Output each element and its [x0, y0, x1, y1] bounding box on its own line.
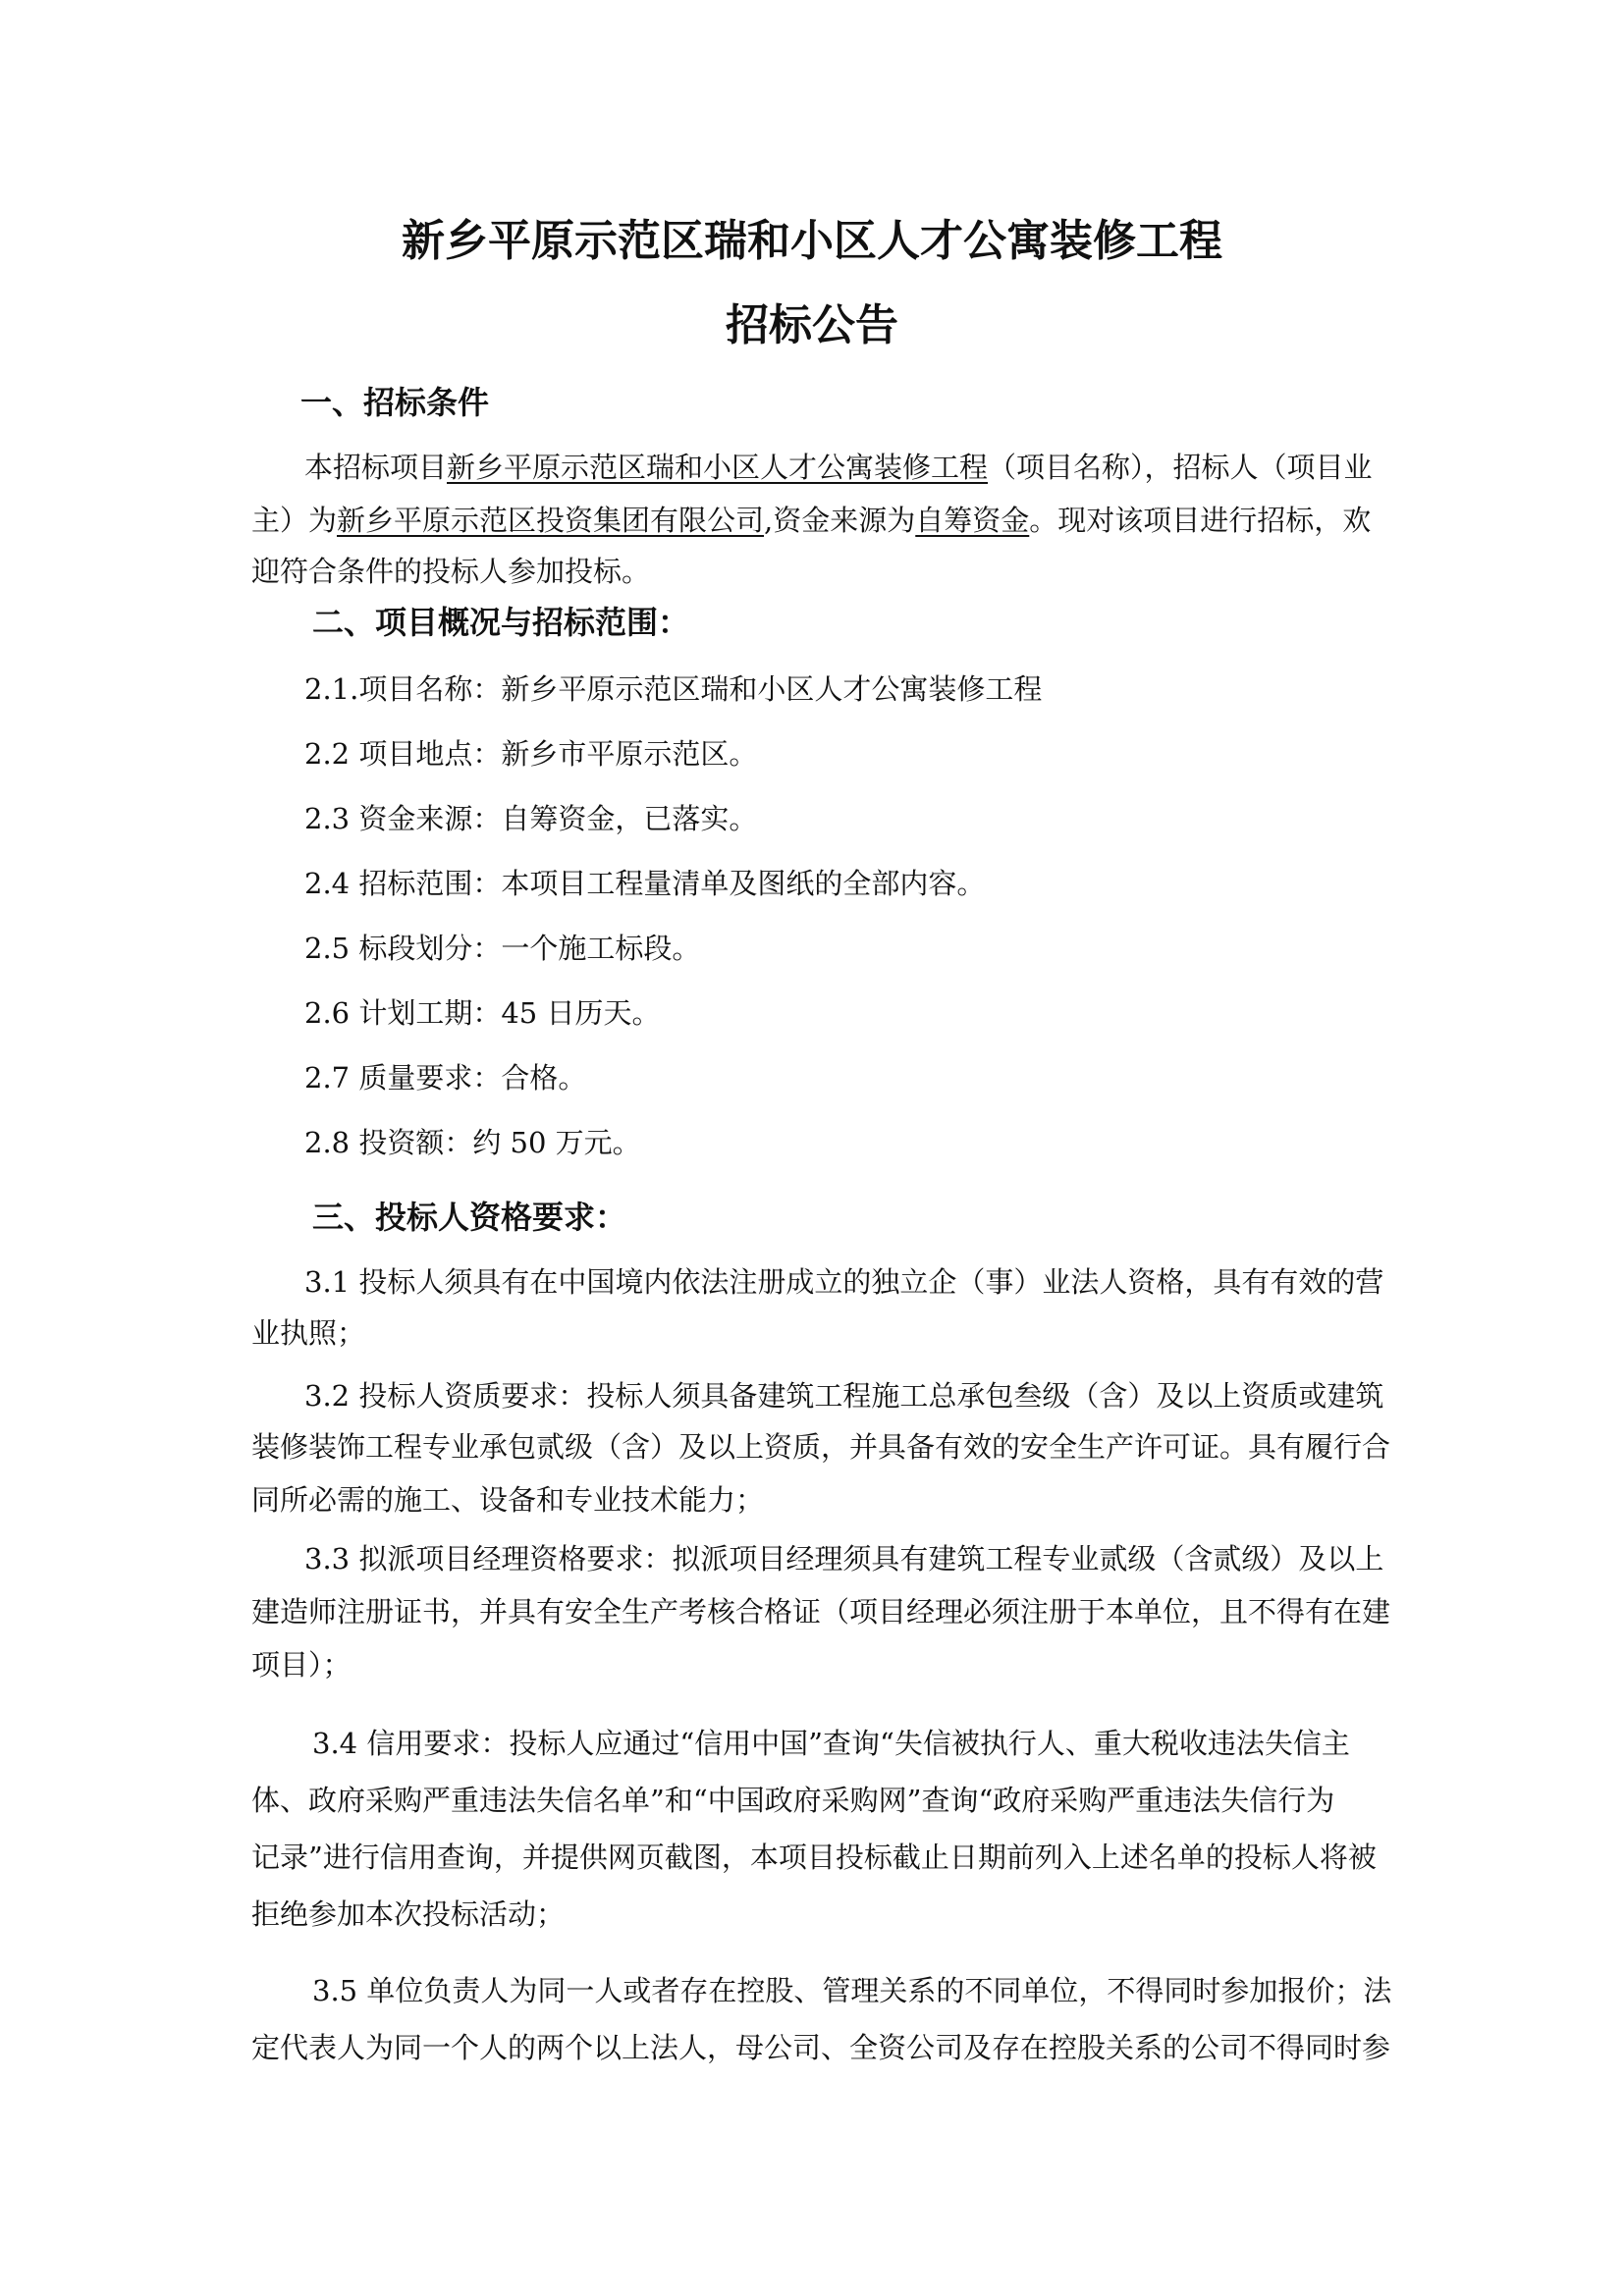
list-item: 2.1.项目名称：新乡平原示范区瑞和小区人才公寓装修工程 — [304, 672, 1043, 706]
paragraph-line: 3.4 信用要求：投标人应通过“信用中国”查询“失信被执行人、重大税收违法失信主 — [312, 1727, 1350, 1760]
section-heading-2: 二、项目概况与招标范围： — [312, 604, 690, 641]
list-item: 2.5 标段划分：一个施工标段。 — [304, 932, 701, 965]
paragraph-line: 3.3 拟派项目经理资格要求：拟派项目经理须具有建筑工程专业贰级（含贰级）及以上 — [304, 1542, 1384, 1575]
document-title: 新乡平原示范区瑞和小区人才公寓装修工程 — [402, 216, 1222, 266]
list-item: 2.3 资金来源：自筹资金，已落实。 — [304, 802, 758, 835]
project-name-underlined: 新乡平原示范区瑞和小区人才公寓装修工程 — [447, 451, 989, 484]
text-run: ,资金来源为 — [764, 504, 916, 537]
document-subtitle: 招标公告 — [726, 300, 898, 350]
list-item: 2.4 招标范围：本项目工程量清单及图纸的全部内容。 — [304, 867, 986, 900]
paragraph-line: 3.2 投标人资质要求：投标人须具备建筑工程施工总承包叁级（含）及以上资质或建筑 — [304, 1379, 1384, 1413]
paragraph-line: 项目）； — [251, 1648, 352, 1682]
paragraph-line: 拒绝参加本次投标活动； — [251, 1897, 566, 1931]
section-heading-3: 三、投标人资格要求： — [312, 1199, 627, 1236]
list-item: 2.2 项目地点：新乡市平原示范区。 — [304, 737, 758, 771]
paragraph-line: 业执照； — [251, 1316, 366, 1350]
paragraph-line — [251, 499, 1371, 542]
list-item: 2.7 质量要求：合格。 — [304, 1061, 587, 1095]
text-run: 本招标项目 — [304, 451, 448, 484]
paragraph-line: 定代表人为同一个人的两个以上法人，母公司、全资公司及存在控股关系的公司不得同时参 — [251, 2031, 1391, 2064]
paragraph-line: 同所必需的施工、设备和专业技术能力； — [251, 1483, 765, 1517]
paragraph-line: 迎符合条件的投标人参加投标。 — [251, 555, 651, 588]
tenderer-name-underlined: 新乡平原示范区投资集团有限公司 — [337, 504, 765, 537]
paragraph-line: 建造师注册证书，并具有安全生产考核合格证（项目经理必须注册于本单位，且不得有在建 — [251, 1595, 1391, 1629]
section-heading-1: 一、招标条件 — [300, 384, 490, 421]
text-run: 。现对该项目进行招标，欢 — [1029, 504, 1372, 537]
paragraph-line: 装修装饰工程专业承包贰级（含）及以上资质，并具备有效的安全生产许可证。具有履行合 — [251, 1430, 1391, 1464]
paragraph-line — [304, 446, 1373, 489]
paragraph-line: 体、政府采购严重违法失信名单”和“中国政府采购网”查询“政府采购严重违法失信行为 — [251, 1784, 1335, 1817]
fund-source-underlined: 自筹资金 — [915, 504, 1030, 537]
list-item: 2.8 投资额：约 50 万元。 — [304, 1126, 641, 1159]
paragraph-line: 记录”进行信用查询，并提供网页截图，本项目投标截止日期前列入上述名单的投标人将被 — [251, 1841, 1377, 1874]
text-run: 主）为 — [251, 504, 338, 537]
text-run: （项目名称），招标人（项目业 — [988, 451, 1373, 484]
paragraph-line: 3.5 单位负责人为同一人或者存在控股、管理关系的不同单位，不得同时参加报价；法 — [312, 1974, 1392, 2007]
paragraph-line: 3.1 投标人须具有在中国境内依法注册成立的独立企（事）业法人资格，具有有效的营 — [304, 1265, 1384, 1299]
list-item: 2.6 计划工期：45 日历天。 — [304, 996, 661, 1030]
